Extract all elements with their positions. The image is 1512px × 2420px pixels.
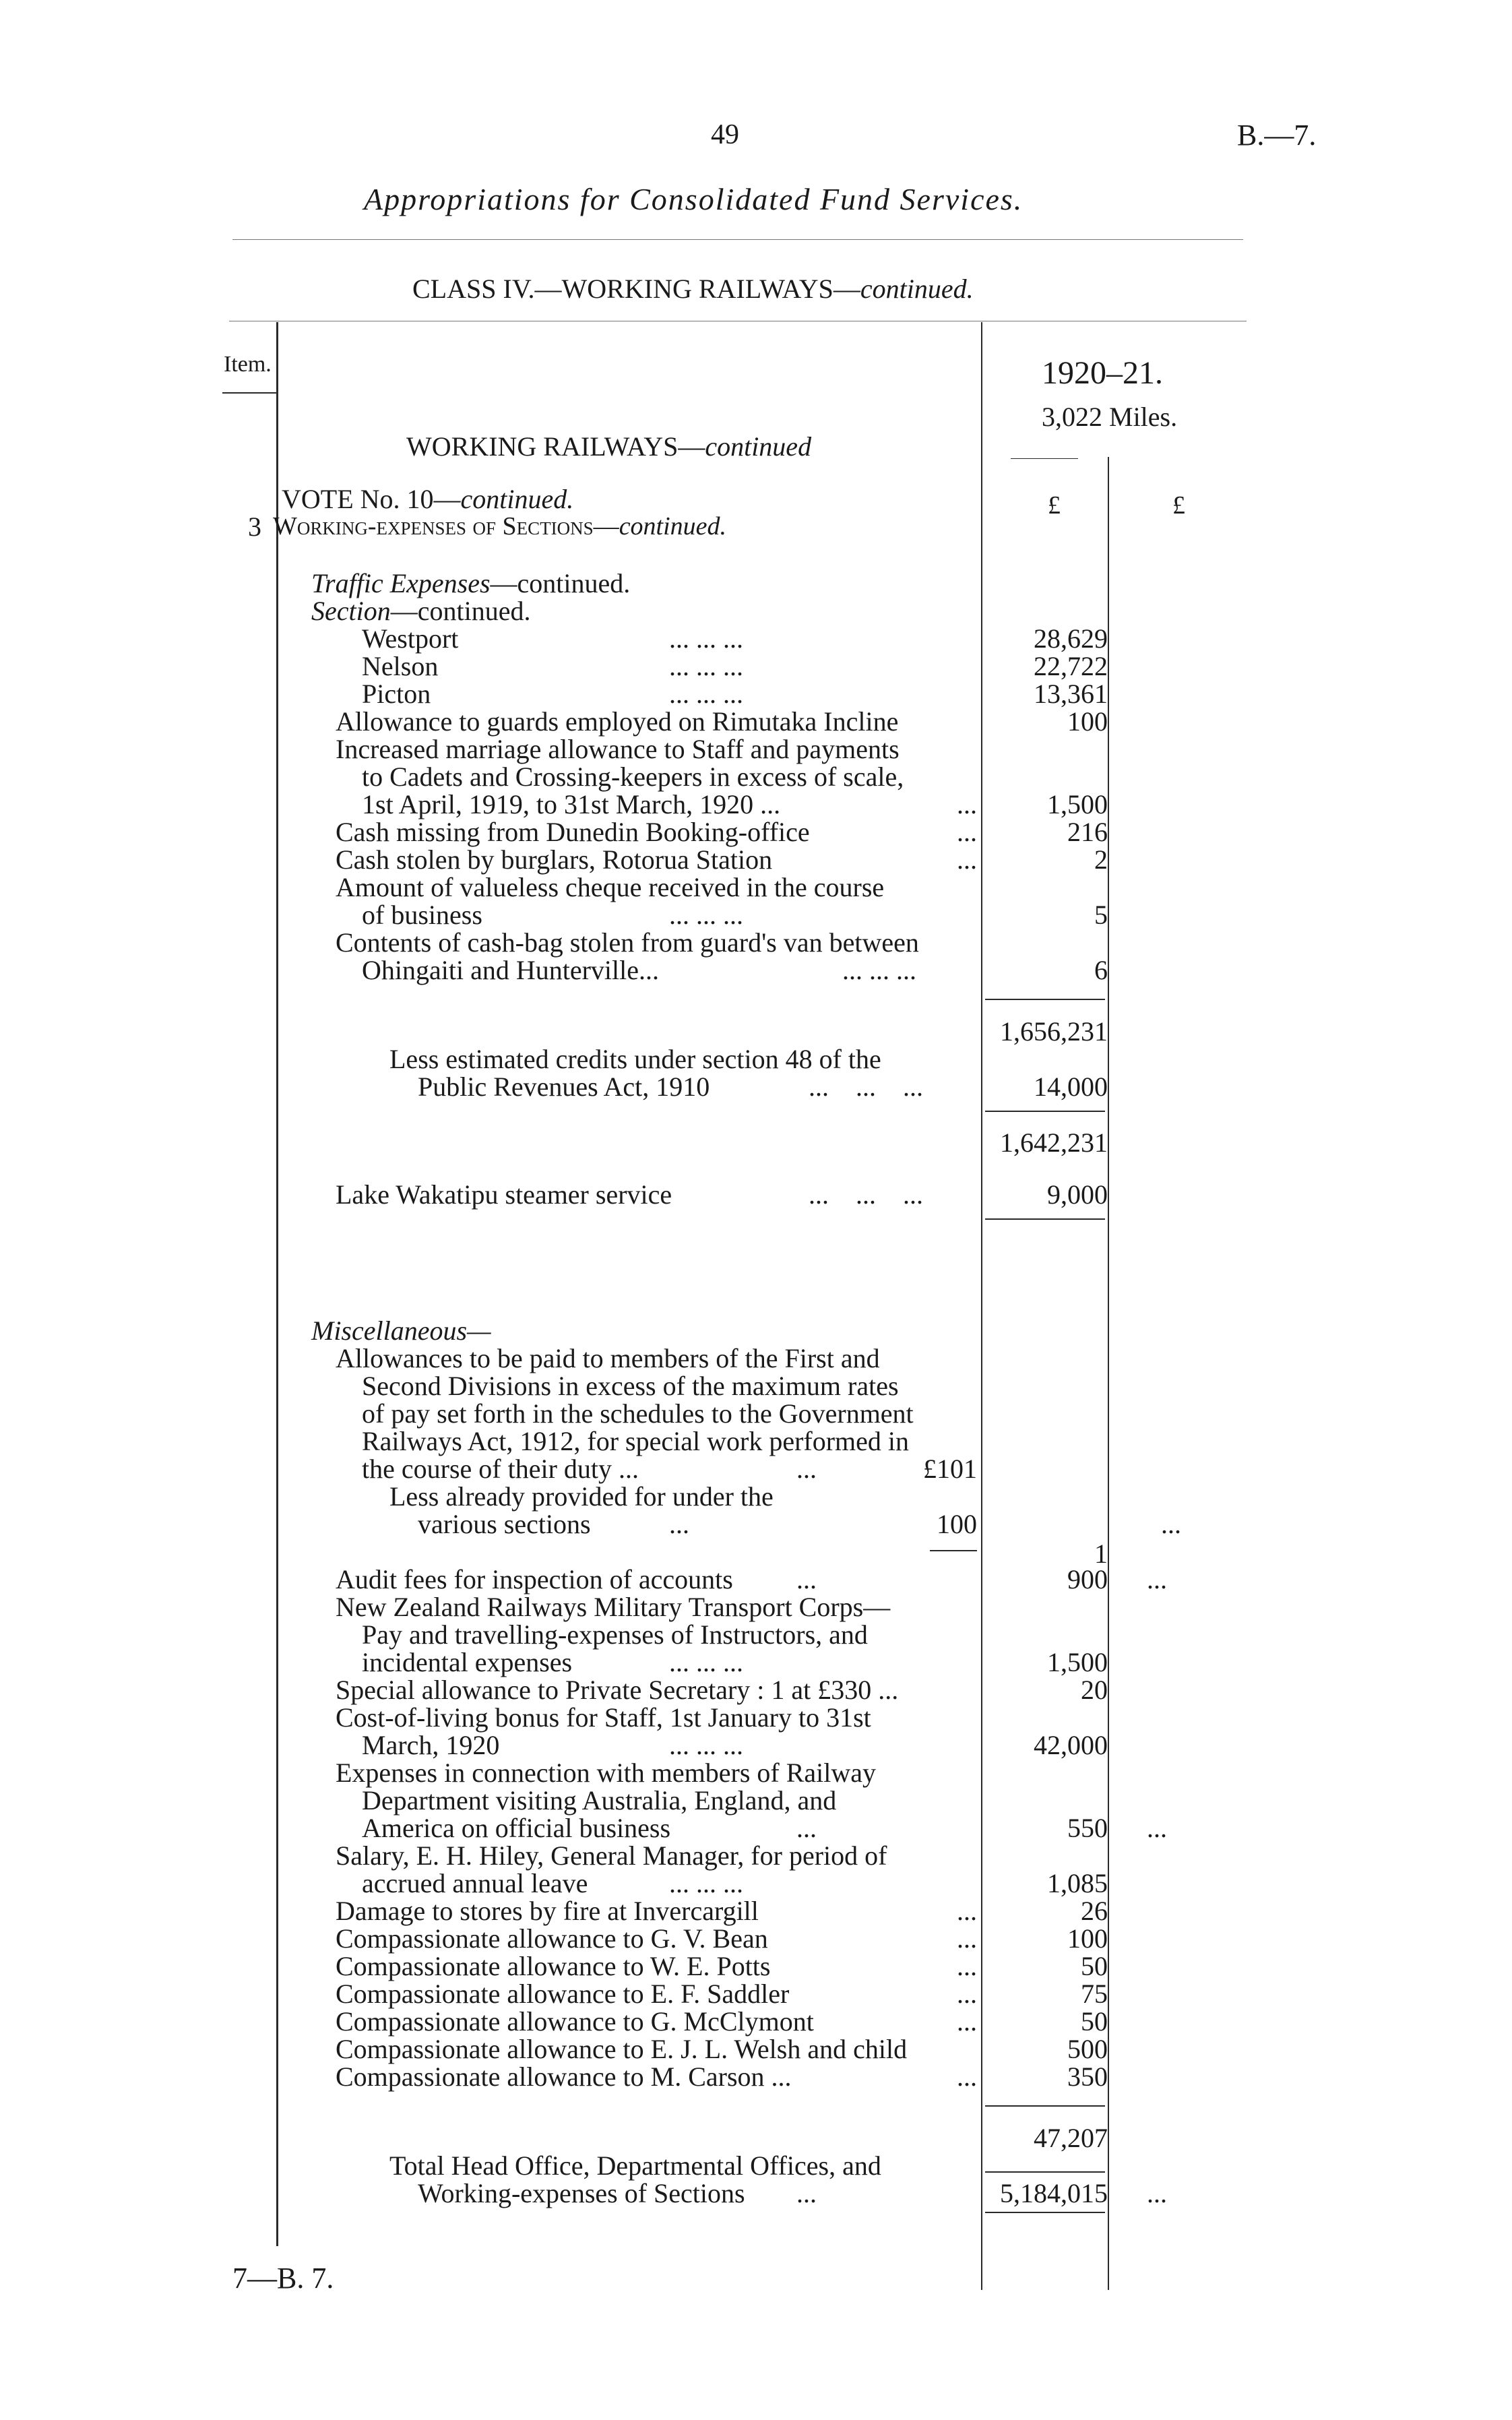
title-rule	[232, 239, 1243, 240]
class-heading-continued: continued.	[860, 274, 974, 304]
pound-header-2: £	[1172, 491, 1185, 520]
document-reference: B.—7.	[1237, 119, 1317, 152]
miscellaneous-heading: Miscellaneous—	[311, 1315, 491, 1346]
leader-dots: ... ... ...	[809, 1179, 923, 1210]
allowance-net: 1	[1094, 1539, 1108, 1569]
total-line1: Total Head Office, Departmental Offices, and	[389, 2150, 881, 2181]
less-credits-line1: Less estimated credits under section 48 of the	[389, 1044, 881, 1074]
leader-dots: ...	[957, 1951, 977, 1981]
leader-dots: ... ... ...	[669, 651, 743, 681]
section-title-continued: continued	[705, 431, 812, 462]
amount-column-right-divider	[1108, 457, 1109, 2290]
page-title: Appropriations for Consolidated Fund Services.	[364, 182, 1023, 216]
year-header-rule	[1011, 458, 1078, 459]
amount-lake-wakatipu: 9,000	[1047, 1179, 1108, 1210]
entry-transport-corps-line1: New Zealand Railways Military Transport Corps—	[336, 1592, 891, 1622]
leader-dots: ... ...	[669, 1509, 1181, 1539]
leader-dots: ... ... ...	[669, 900, 743, 930]
amount-marriage-allowance: 1,500	[1047, 789, 1108, 819]
leader-dots: ...	[957, 789, 977, 819]
section-title-main: WORKING RAILWAYS—	[406, 431, 705, 462]
leader-dots: ... ... ...	[809, 1072, 923, 1102]
entry-hiley-salary-line1: Salary, E. H. Hiley, General Manager, for period of	[336, 1840, 887, 1871]
section-heading-italic: Section	[311, 596, 391, 626]
net-rule	[985, 1111, 1105, 1112]
amount-cash-stolen: 2	[1094, 844, 1108, 875]
leader-dots: ... ... ...	[669, 1647, 743, 1677]
entry-cash-missing: Cash missing from Dunedin Booking-office	[336, 817, 810, 847]
entry-cost-of-living-line2: March, 1920	[362, 1730, 500, 1760]
subvote-continued: continued.	[619, 512, 727, 540]
pound-header-1: £	[1048, 491, 1061, 520]
allowance-less: 100	[937, 1509, 977, 1539]
subtotal-rule	[985, 999, 1105, 1000]
amount-invercargill-fire: 26	[1081, 1896, 1108, 1926]
leader-dots: ...	[957, 1979, 977, 2009]
leader-dots: ...	[957, 1923, 977, 1954]
amount-rimutaka-allowance: 100	[1067, 706, 1108, 737]
amount-westport: 28,629	[1034, 623, 1108, 654]
entry-marriage-allowance-line2: to Cadets and Crossing-keepers in excess of scale,	[362, 762, 904, 792]
entry-compassionate-carson: Compassionate allowance to M. Carson ...	[336, 2061, 792, 2092]
entry-valueless-cheque-line1: Amount of valueless cheque received in the course	[336, 872, 885, 902]
section-heading-rest: —continued.	[390, 596, 531, 626]
lake-rule	[985, 1218, 1105, 1220]
entry-cash-stolen: Cash stolen by burglars, Rotorua Station	[336, 844, 773, 875]
traffic-net: 1,642,231	[1000, 1127, 1108, 1158]
footer-signature: 7—B. 7.	[232, 2262, 334, 2295]
allowance-rule	[930, 1550, 977, 1551]
miles-header: 3,022 Miles.	[1042, 402, 1178, 432]
subvote-heading	[273, 513, 726, 540]
leader-dots: ... ...	[796, 1813, 1167, 1843]
amount-transport-corps: 1,500	[1047, 1647, 1108, 1677]
class-heading	[412, 275, 974, 303]
leader-dots: ...	[957, 817, 977, 847]
subvote-main: Working-expenses of Sections—	[273, 512, 619, 540]
misc-allowances-line3: of pay set forth in the schedules to the Government	[362, 1398, 914, 1429]
entry-cash-bag-line2: Ohingaiti and Hunterville...	[362, 955, 660, 985]
amount-cash-missing: 216	[1067, 817, 1108, 847]
entry-compassionate-bean: Compassionate allowance to G. V. Bean	[336, 1923, 768, 1954]
entry-lake-wakatipu: Lake Wakatipu steamer service	[336, 1179, 672, 1210]
amount-valueless-cheque: 5	[1094, 900, 1108, 930]
entry-dept-visit-line1: Expenses in connection with members of Railway	[336, 1758, 877, 1788]
entry-compassionate-saddler: Compassionate allowance to E. F. Saddler	[336, 1979, 790, 2009]
amount-audit-fees: 900	[1067, 1564, 1108, 1594]
entry-picton: Picton	[362, 679, 431, 709]
year-header: 1920–21.	[1042, 355, 1163, 391]
entry-valueless-cheque-line2: of business	[362, 900, 482, 930]
vote-heading	[282, 485, 573, 513]
misc-allowances-line1: Allowances to be paid to members of the First and	[336, 1343, 880, 1373]
leader-dots: ... ... ...	[842, 955, 916, 985]
leader-dots: ... ... ...	[669, 623, 743, 654]
leader-dots: ...	[957, 844, 977, 875]
misc-allowances-line7: various sections	[418, 1509, 591, 1539]
entry-westport: Westport	[362, 623, 459, 654]
entry-nelson: Nelson	[362, 651, 439, 681]
amount-compassionate-bean: 100	[1067, 1923, 1108, 1954]
entry-audit-fees: Audit fees for inspection of accounts	[336, 1564, 733, 1594]
entry-cost-of-living-line1: Cost-of-living bonus for Staff, 1st January to 31st	[336, 1702, 871, 1733]
leader-dots: ...	[796, 1454, 817, 1484]
amount-compassionate-potts: 50	[1081, 1951, 1108, 1981]
total-top-rule	[985, 2171, 1105, 2173]
vote-main: VOTE No. 10—	[282, 484, 461, 514]
traffic-subtotal: 1,656,231	[1000, 1016, 1108, 1047]
leader-dots: ... ...	[796, 2178, 1167, 2208]
amount-private-secretary: 20	[1081, 1675, 1108, 1705]
allowance-gross: £101	[923, 1454, 977, 1484]
section-title	[406, 433, 811, 460]
amount-column-left-divider	[981, 322, 982, 2290]
entry-transport-corps-line2: Pay and travelling-expenses of Instructors, and	[362, 1619, 868, 1650]
misc-allowances-line4: Railways Act, 1912, for special work performed in	[362, 1426, 910, 1456]
leader-dots: ... ... ...	[669, 1868, 743, 1898]
page-number: 49	[711, 119, 739, 150]
section-heading	[311, 597, 530, 625]
leader-dots: ...	[957, 2006, 977, 2037]
amount-picton: 13,361	[1034, 679, 1108, 709]
entry-private-secretary: Special allowance to Private Secretary : 1 at £330 ...	[336, 1675, 899, 1705]
entry-rimutaka-allowance: Allowance to guards employed on Rimutaka Incline	[336, 706, 899, 737]
traffic-heading-italic: Traffic Expenses	[311, 568, 491, 598]
class-heading-main: CLASS IV.—WORKING RAILWAYS—	[412, 274, 860, 304]
item-column-divider	[276, 322, 278, 2246]
leader-dots: ...	[957, 2061, 977, 2092]
item-header-rule	[222, 392, 276, 394]
misc-subtotal-rule	[985, 2105, 1105, 2107]
misc-subtotal: 47,207	[1034, 2123, 1108, 2153]
misc-allowances-line5: the course of their duty ...	[362, 1454, 639, 1484]
total-bottom-rule	[985, 2212, 1105, 2213]
amount-nelson: 22,722	[1034, 651, 1108, 681]
total-line2: Working-expenses of Sections	[418, 2178, 745, 2208]
amount-dept-visit: 550	[1067, 1813, 1108, 1843]
entry-cash-bag-line1: Contents of cash-bag stolen from guard's van between	[336, 927, 919, 958]
entry-marriage-allowance-line3: 1st April, 1919, to 31st March, 1920 ...	[362, 789, 781, 819]
traffic-heading-rest: —continued.	[490, 568, 631, 598]
amount-compassionate-carson: 350	[1067, 2061, 1108, 2092]
amount-cash-bag: 6	[1094, 955, 1108, 985]
leader-dots: ... ...	[796, 1564, 1167, 1594]
item-number: 3	[248, 511, 261, 542]
entry-compassionate-welsh: Compassionate allowance to E. J. L. Welsh and child	[336, 2034, 908, 2064]
grand-total: 5,184,015	[1000, 2178, 1108, 2208]
entry-marriage-allowance-line1: Increased marriage allowance to Staff and payments	[336, 734, 900, 764]
amount-compassionate-mcclymont: 50	[1081, 2006, 1108, 2037]
entry-dept-visit-line3: America on official business	[362, 1813, 671, 1843]
misc-allowances-line2: Second Divisions in excess of the maximum rates	[362, 1371, 899, 1401]
misc-allowances-line6: Less already provided for under the	[389, 1481, 774, 1512]
amount-hiley-salary: 1,085	[1047, 1868, 1108, 1898]
entry-invercargill-fire: Damage to stores by fire at Invercargill	[336, 1896, 759, 1926]
less-credits-line2: Public Revenues Act, 1910	[418, 1072, 710, 1102]
entry-dept-visit-line2: Department visiting Australia, England, and	[362, 1785, 837, 1816]
amount-compassionate-welsh: 500	[1067, 2034, 1108, 2064]
item-column-header: Item.	[224, 352, 272, 377]
leader-dots: ... ... ...	[669, 1730, 743, 1760]
amount-cost-of-living: 42,000	[1034, 1730, 1108, 1760]
entry-compassionate-mcclymont: Compassionate allowance to G. McClymont	[336, 2006, 814, 2037]
entry-transport-corps-line3: incidental expenses	[362, 1647, 573, 1677]
entry-hiley-salary-line2: accrued annual leave	[362, 1868, 588, 1898]
less-credits-amount: 14,000	[1034, 1072, 1108, 1102]
vote-continued: continued.	[460, 484, 574, 514]
leader-dots: ... ... ...	[669, 679, 743, 709]
entry-compassionate-potts: Compassionate allowance to W. E. Potts	[336, 1951, 771, 1981]
leader-dots: ...	[957, 1896, 977, 1926]
amount-compassionate-saddler: 75	[1081, 1979, 1108, 2009]
traffic-expenses-heading	[311, 569, 630, 597]
